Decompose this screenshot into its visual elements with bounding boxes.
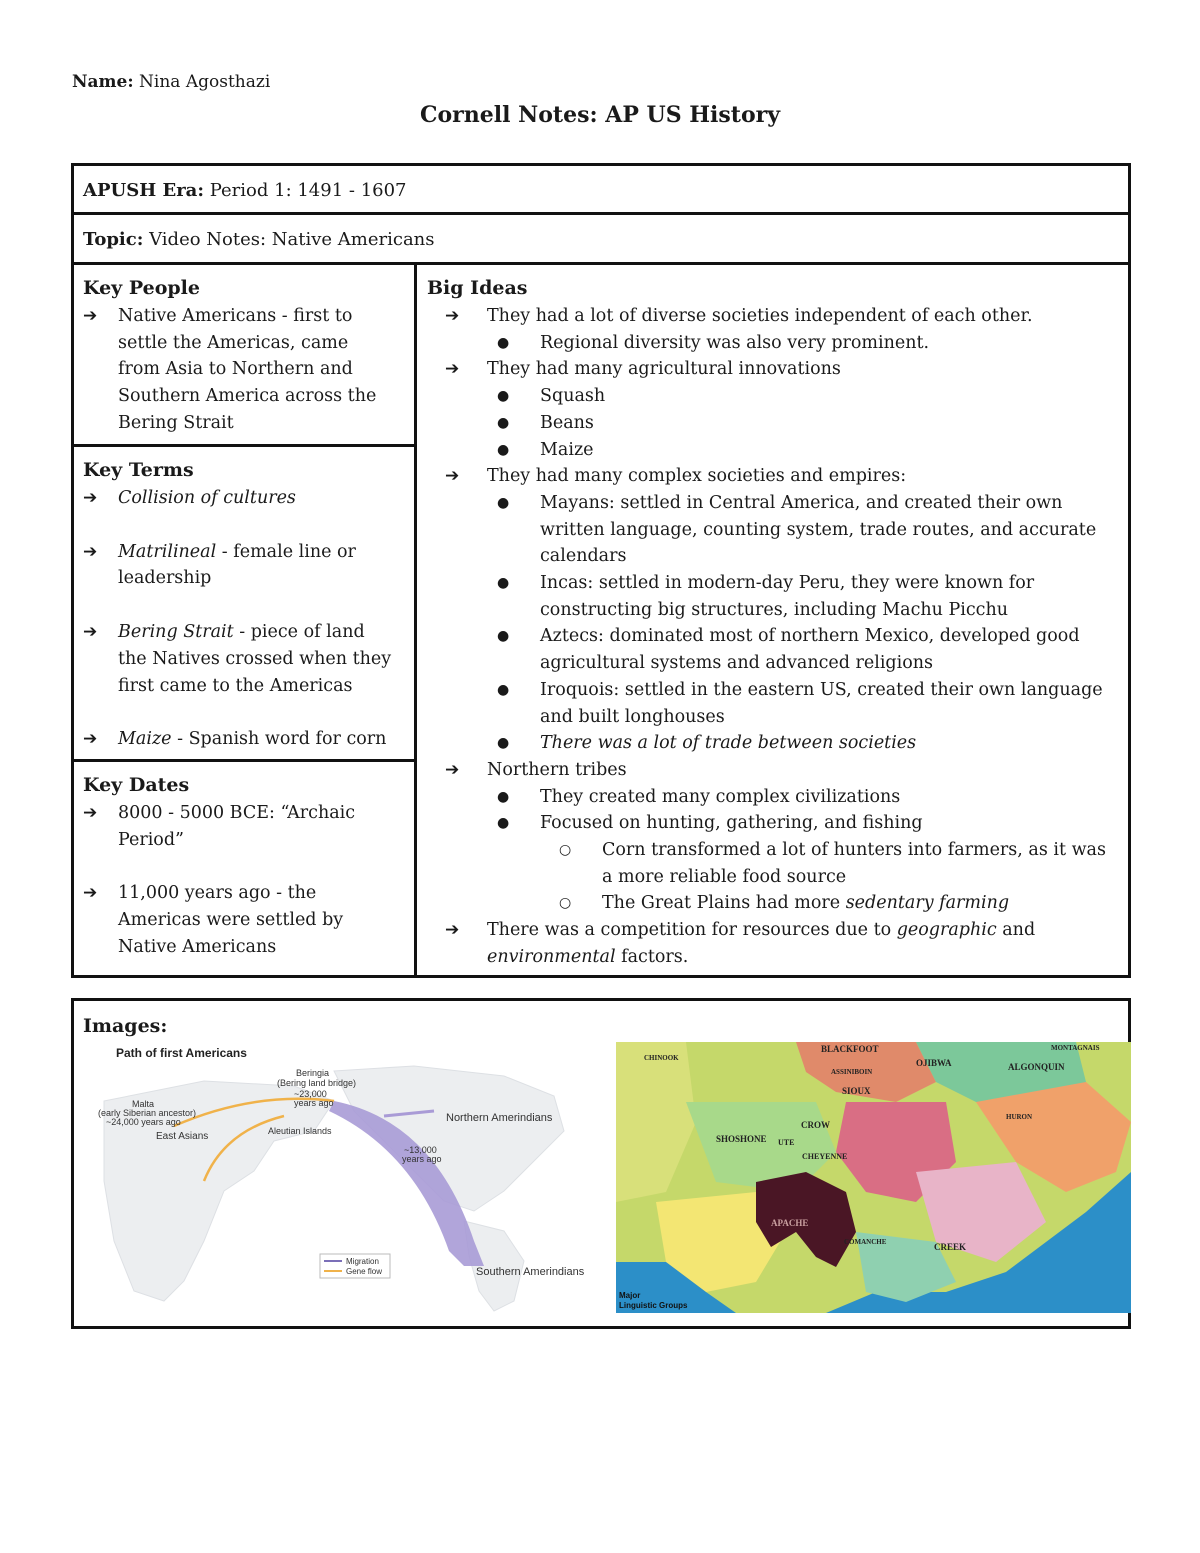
list-item [427,330,1120,357]
line: the Natives crossed when they [118,648,392,669]
definition: - female line or [216,541,356,562]
arrow-icon: ➔ [83,488,98,508]
name-line [72,72,270,92]
list-item [427,810,1120,837]
circle-bullet-icon: ○ [559,895,572,912]
images-label: Images: [83,1015,168,1037]
bullet-icon: ● [497,815,510,832]
term: Bering Strait [118,622,234,643]
cornell-notes-table [71,163,1131,978]
text: Regional diversity was also very prominent. [540,332,930,353]
arrow-icon: ➔ [445,359,460,380]
map-label: BLACKFOOT [821,1044,879,1054]
list-item [427,437,1120,464]
list-item [427,677,1120,730]
list-item [83,800,406,853]
map-label: CHEYENNE [802,1152,848,1161]
circle-bullet-icon: ○ [559,842,572,859]
map-legend [320,1254,390,1278]
list-item [427,730,1120,757]
arrow-icon: ➔ [445,920,460,941]
definition: - Spanish word for corn [171,729,387,750]
map-label: Southern Amerindians [476,1266,585,1278]
line: Native Americans - first to [118,306,353,326]
name-value: Nina Agosthazi [139,72,271,92]
map-label: CROW [801,1120,830,1130]
list-item [427,784,1120,811]
images-section [71,998,1131,1329]
arrow-icon: ➔ [83,541,98,562]
map-label: HURON [1006,1113,1033,1121]
list-item [427,410,1120,437]
topic-label: Topic: [83,229,144,250]
term: Maize [118,729,172,750]
legend-label: Migration [346,1257,379,1266]
line: Mayans: settled in Central America, and created their own [540,492,1063,513]
list-item [83,303,406,437]
arrow-icon: ➔ [445,466,460,487]
list-item [427,490,1120,570]
line: Bering Strait [118,412,234,433]
era-row [74,166,1128,215]
key-people-section [74,265,414,447]
line: Iroquois: settled in the eastern US, created their own language [540,679,1103,700]
key-people-heading: Key People [83,277,200,299]
key-dates-heading: Key Dates [83,774,190,796]
map-label: OJIBWA [916,1058,952,1068]
bullet-icon: ● [497,334,510,351]
term: Matrilineal [118,541,217,562]
text: and [996,920,1036,941]
arrow-icon: ➔ [83,306,98,326]
line: 8000 - 5000 BCE: “Archaic [118,803,356,823]
bullet-icon: ● [497,681,510,698]
map-caption: Major [619,1291,641,1300]
line: written language, counting system, trade routes, and accurate [540,519,1097,540]
list-item [427,623,1120,676]
emphasis: sedentary farming [845,893,1010,914]
text: The Great Plains had more [602,893,846,914]
map-label: Beringia [296,1068,330,1078]
text: Beans [540,412,594,433]
emphasis: geographic [896,920,997,941]
page-title: Cornell Notes: AP US History [420,102,780,128]
topic-row [74,215,1128,265]
arrow-icon: ➔ [445,306,460,326]
text: factors. [615,946,689,967]
bullet-icon: ● [497,575,510,592]
notes-column [417,265,1128,975]
list-item [427,356,1120,383]
bullet-icon: ● [497,788,510,805]
key-terms-heading: Key Terms [83,459,194,481]
map-label: years ago [294,1098,334,1108]
map1-title: Path of first Americans [116,1046,247,1060]
text: Maize [540,439,594,460]
map-label: ALGONQUIN [1008,1062,1065,1072]
list-item [427,570,1120,623]
list-item [83,539,406,592]
arrow-icon: ➔ [83,883,98,904]
arrow-icon: ➔ [83,729,98,750]
bullet-icon: ● [497,494,510,511]
map-caption: Linguistic Groups [619,1301,688,1310]
map-label: Malta [132,1099,155,1109]
list-item [427,757,1120,784]
text: Focused on hunting, gathering, and fishing [540,813,923,834]
list-item [83,726,406,753]
line: and built longhouses [540,706,725,727]
map-label: CHINOOK [644,1054,679,1062]
line: Southern America across the [118,386,377,407]
line: constructing big structures, including Machu Picchu [540,599,1009,620]
legend-label: Gene flow [346,1267,383,1276]
era-value: Period 1: 1491 - 1607 [209,180,407,201]
map-label: ~24,000 years ago [106,1117,181,1127]
line: first came to the Americas [118,675,353,696]
cue-column [74,265,417,975]
line: leadership [118,568,212,589]
map-label: APACHE [771,1218,809,1228]
map-label: years ago [402,1154,442,1164]
map-label: COMANCHE [844,1238,887,1246]
map-label: SHOSHONE [716,1134,767,1144]
text: They had many agricultural innovations [487,359,841,380]
map-label: UTE [778,1138,795,1147]
map-label: CREEK [934,1242,967,1252]
list-item [427,917,1120,970]
text: They had a lot of diverse societies independent of each other. [487,306,1033,326]
bullet-icon: ● [497,735,510,752]
bullet-icon: ● [497,441,510,458]
topic-value: Video Notes: Native Americans [149,229,435,250]
text: There was a competition for resources due to [487,920,897,941]
arrow-icon: ➔ [83,803,98,823]
arrow-icon: ➔ [83,622,98,643]
line: a more reliable food source [602,866,847,887]
map-label: (Bering land bridge) [277,1078,357,1088]
list-item [83,619,406,699]
bullet-icon: ● [497,628,510,645]
line: Period” [118,829,184,850]
migration-map [84,1041,594,1316]
list-item [427,890,1120,917]
text: They created many complex civilizations [540,786,901,807]
line: Incas: settled in modern-day Peru, they were known for [540,573,1035,594]
line: settle the Americas, came [118,332,349,353]
text: They had many complex societies and empires: [487,466,907,487]
map-label: East Asians [156,1131,209,1142]
big-ideas-heading: Big Ideas [427,277,528,299]
linguistic-groups-map [616,1042,1131,1313]
era-label: APUSH Era: [83,180,204,201]
line: Native Americans [118,936,277,957]
list-item [83,485,406,512]
text: There was a lot of trade between societies [540,733,917,754]
list-item [427,303,1120,330]
line: agricultural systems and advanced religions [540,653,934,674]
list-item [427,463,1120,490]
list-item [83,880,406,960]
text: Northern tribes [487,759,627,780]
text: Squash [540,386,606,407]
line: from Asia to Northern and [118,359,353,380]
line: calendars [540,546,627,567]
line: Aztecs: dominated most of northern Mexico, developed good [540,626,1080,647]
map-label: ASSINIBOIN [831,1068,873,1076]
term: Collision of cultures [118,488,296,508]
line: Americas were settled by [118,910,344,931]
definition: - piece of land [233,622,365,643]
list-item [427,837,1120,890]
key-dates-section [74,762,414,975]
bullet-icon: ● [497,414,510,431]
line: Corn transformed a lot of hunters into farmers, as it was [602,840,1106,861]
name-label: Name: [72,72,134,92]
map-label: MONTAGNAIS [1051,1044,1100,1052]
map-label: ~13,000 [404,1145,437,1155]
arrow-icon: ➔ [445,759,460,780]
line: 11,000 years ago - the [118,883,317,904]
emphasis: environmental [487,946,616,967]
bullet-icon: ● [497,388,510,405]
map-label: Northern Amerindians [446,1112,553,1124]
key-terms-section [74,447,414,762]
list-item [427,383,1120,410]
map-label: Aleutian Islands [268,1126,332,1136]
map-label: SIOUX [842,1086,871,1096]
map-label: ~23,000 [294,1089,327,1099]
map-label: (early Siberian ancestor) [98,1108,197,1118]
